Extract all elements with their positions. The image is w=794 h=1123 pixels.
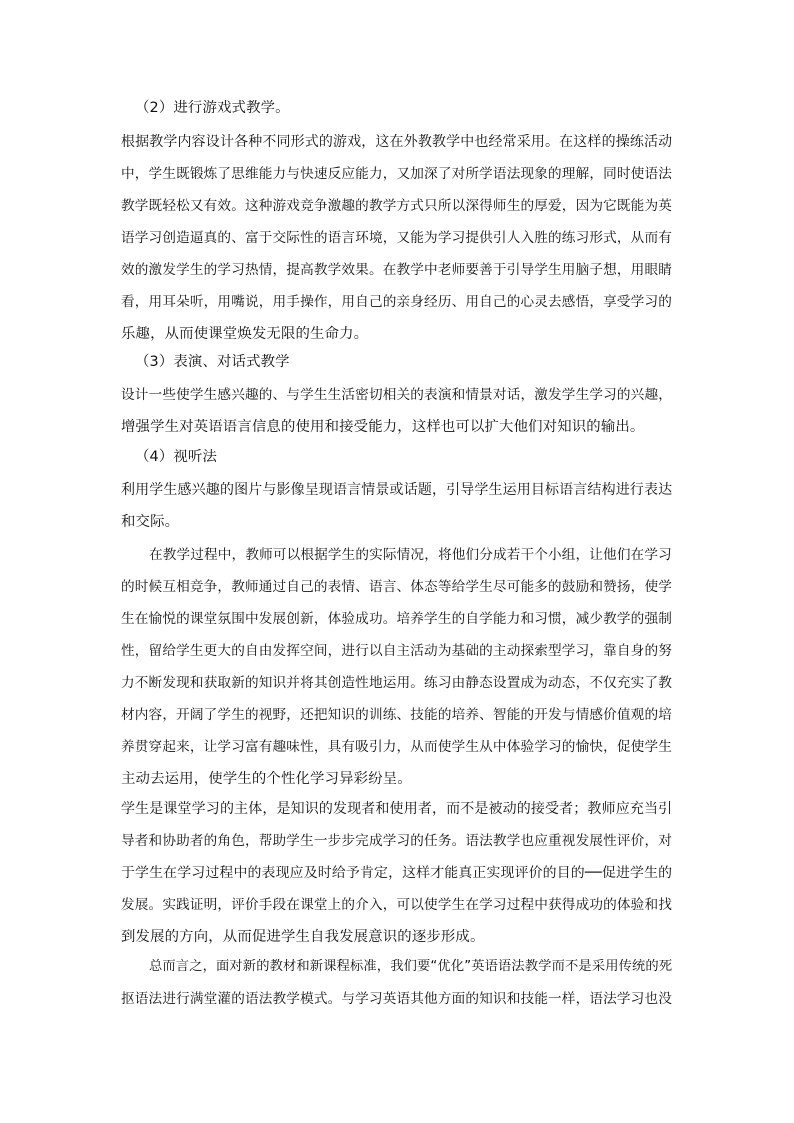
paragraph-line: 发展。实践证明，评价手段在课堂上的介入，可以使学生在学习过程中获得成功的体验和找	[121, 897, 672, 913]
paragraph-line: 乐趣，从而使课堂焕发无限的生命力。	[121, 326, 369, 342]
paragraph-line: 力不断发现和获取新的知识并将其创造性地运用。练习由静态设置成为动态，不仅充实了教	[121, 675, 672, 691]
paragraph-line: 养贯穿起来，让学习富有趣味性，具有吸引力，从而使学生从中体验学习的愉快，促使学生	[121, 739, 672, 755]
paragraph-line: 利用学生感兴趣的图片与影像呈现语言情景或话题，引导学生运用目标语言结构进行表达	[121, 482, 673, 498]
paragraph-line: 设计一些使学生感兴趣的、与学生生活密切相关的表演和情景对话，激发学生学习的兴趣，	[121, 387, 672, 403]
paragraph-line: 根据教学内容设计各种不同形式的游戏，这在外教教学中也经常采用。在这样的操练活动	[121, 134, 673, 150]
paragraph-line: 中，学生既锻炼了思维能力与快速反应能力，又加深了对所学语法现象的理解，同时使语法	[121, 166, 672, 182]
paragraph-line: 总而言之，面对新的教材和新课程标准，我们要“优化”英语语法教学而不是采用传统的死	[149, 959, 673, 974]
paragraph-line: 于学生在学习过程中的表现应及时给予肯定，这样才能真正实现评价的目的──促进学生的	[121, 865, 673, 881]
paragraph-line: 主动去运用，使学生的个性化学习异彩纷呈。	[121, 771, 412, 787]
paragraph-line: 的时候互相竞争，教师通过自己的表情、语言、体态等给学生尽可能多的鼓励和赞扬，使学	[121, 579, 672, 595]
paragraph-line: 抠语法进行满堂灌的语法教学模式。与学习英语其他方面的知识和技能一样，语法学习也没	[121, 991, 672, 1007]
section-heading-2: （2）进行游戏式教学。	[135, 100, 290, 116]
paragraph-line: 在教学过程中，教师可以根据学生的实际情况，将他们分成若干个小组，让他们在学习	[149, 547, 672, 563]
paragraph-line: 到发展的方向，从而促进学生自我发展意识的逐步形成。	[121, 929, 485, 945]
paragraph-line: 语学习创造逼真的、富于交际性的语言环境，又能为学习提供引人入胜的练习形式，从而有	[121, 230, 672, 246]
paragraph-line: 生在愉悦的课堂氛围中发展创新，体验成功。培养学生的自学能力和习惯，减少教学的强制	[121, 611, 672, 627]
paragraph-line: 材内容，开阔了学生的视野，还把知识的训练、技能的培养、智能的开发与情感价值观的培	[121, 707, 672, 723]
paragraph-line: 导者和协助者的角色，帮助学生一步步完成学习的任务。语法教学也应重视发展性评价，对	[121, 833, 672, 849]
paragraph-line: 效的激发学生的学习热情，提高教学效果。在教学中老师要善于引导学生用脑子想，用眼睛	[121, 262, 672, 278]
paragraph-line: 学生是课堂学习的主体，是知识的发现者和使用者，而不是被动的接受者；教师应充当引	[121, 801, 673, 817]
section-heading-4: （4）视听法	[135, 449, 218, 465]
paragraph-line: 教学既轻松又有效。这种游戏竞争激趣的教学方式只所以深得师生的厚爱，因为它既能为英	[121, 198, 672, 214]
paragraph-line: 性，留给学生更大的自由发挥空间，进行以自主活动为基础的主动探索型学习，靠自身的努	[121, 643, 672, 659]
paragraph-line: 看，用耳朵听，用嘴说，用手操作，用自己的亲身经历、用自己的心灵去感悟，享受学习的	[121, 294, 672, 310]
paragraph-line: 增强学生对英语语言信息的使用和接受能力，这样也可以扩大他们对知识的输出。	[121, 419, 645, 435]
section-heading-3: （3）表演、对话式教学	[135, 354, 290, 370]
paragraph-line: 和交际。	[121, 514, 180, 530]
